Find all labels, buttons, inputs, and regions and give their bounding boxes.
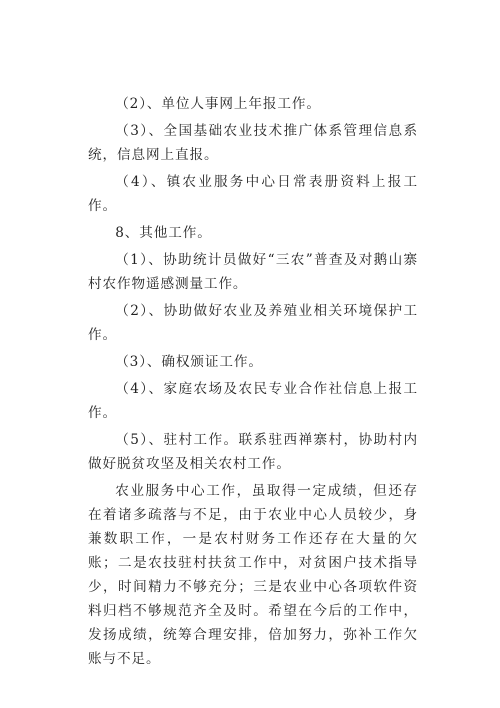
paragraph-item-3-info-system: （3）、全国基础农业技术推广体系管理信息系统，信息网上直报。 — [88, 123, 418, 163]
paragraph-item-2-environment: （2）、协助做好农业及养殖业相关环境保护工作。 — [88, 303, 418, 343]
paragraph-item-3-certification: （3）、确权颁证工作。 — [115, 354, 263, 370]
paragraph-item-4-cooperatives: （4）、家庭农场及农民专业合作社信息上报工作。 — [88, 381, 418, 421]
paragraph-item-1-census: （1）、协助统计员做好“三农”普查及对鹅山寨村农作物遥感测量工作。 — [88, 252, 418, 292]
document-body — [88, 92, 418, 671]
paragraph-item-4-daily-forms: （4）、镇农业服务中心日常表册资料上报工作。 — [88, 174, 418, 214]
paragraph-item-5-village-work: （5）、驻村工作。联系驻西禅寨村，协助村内做好脱贫攻坚及相关农村工作。 — [88, 432, 418, 472]
paragraph-item-2-annual-report: （2）、单位人事网上年报工作。 — [115, 96, 321, 112]
paragraph-summary: 农业服务中心工作，虽取得一定成绩，但还存在着诸多疏落与不足，由于农业中心人员较少，身兼数职工作，一是农村财务工作还存在大量的欠账；二是农技驻村扶贫工作中，对贫困户技术指导少，时间精力不够充分；三是农业中心各项软件资料归档不够规范齐全及时。希望在今后的工作中，发扬成绩，统筹合理安排，倍加努力，弥补工作欠账与不足。 — [88, 483, 418, 667]
section-heading-other-work: 8、其他工作。 — [115, 225, 212, 241]
